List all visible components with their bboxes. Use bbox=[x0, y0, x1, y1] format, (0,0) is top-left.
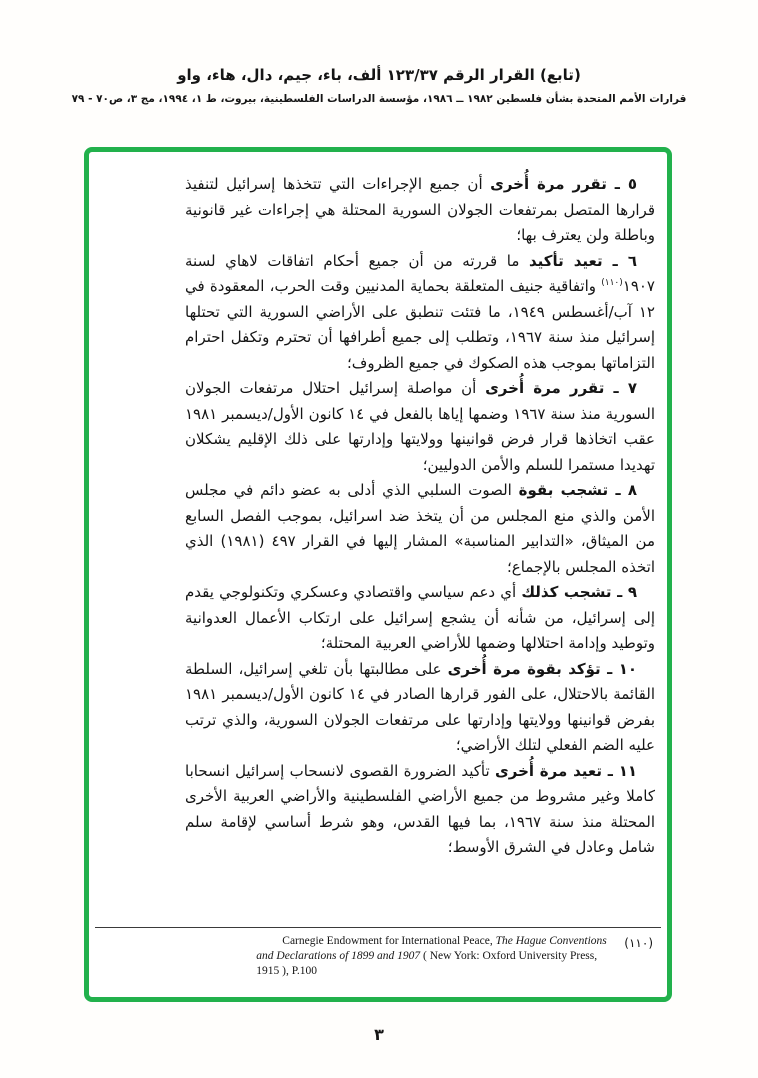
resolution-text bbox=[89, 152, 667, 861]
footnote-number: (١١٠) bbox=[624, 936, 653, 950]
paragraph-8 bbox=[185, 478, 655, 580]
paragraph-7 bbox=[185, 376, 655, 478]
paragraph-7-lead: ٧ ـ تقرر مرة أُخرى bbox=[485, 379, 637, 397]
paragraph-11 bbox=[185, 759, 655, 861]
paragraph-10 bbox=[185, 657, 655, 759]
paragraph-11-lead: ١١ ـ تعيد مرة أُخرى bbox=[494, 761, 637, 780]
paragraph-6-lead: ٦ ـ تعيد تأكيد bbox=[528, 251, 637, 270]
footnote-marker-110: (١١٠) bbox=[601, 278, 623, 288]
footnote-citation-pre: Carnegie Endowment for International Peace, bbox=[282, 935, 496, 947]
paragraph-11-body: تأكيد الضرورة القصوى لانسحاب إسرائيل انسحابا كاملا وغير مشروط من جميع الأراضي الفلسطينية والأراضي العربية الأخرى المحتلة منذ سنة ١٩٦٧، بما فيها القدس، وهو شرط أساسي لإقامة سلم شامل وعادل في الشرق الأوسط؛ bbox=[185, 761, 655, 856]
source-citation: قرارات الأمم المتحدة بشأن فلسطين ١٩٨٢ ــ ١٩٨٦، مؤسسة الدراسات الفلسطينية، بيروت، ط ١، ١٩٩٤، مج ٣، ص٧٠ - ٧٩ bbox=[71, 93, 687, 105]
footnote-citation-title: The Hague Conventions and Declarations of 1899 and 1907 bbox=[256, 935, 607, 962]
page-number: ٣ bbox=[374, 1025, 384, 1044]
footnote-section bbox=[95, 927, 661, 979]
paragraph-9 bbox=[185, 580, 655, 657]
paragraph-10-lead: ١٠ ـ تؤكد بقوة مرة أُخرى bbox=[447, 659, 637, 678]
paragraph-7-body: أن مواصلة إسرائيل احتلال مرتفعات الجولان السورية منذ سنة ١٩٦٧ وضمها إياها بالفعل في ١٤ كانون الأول/ديسمبر ١٩٨١ عقب اتخاذها قرار فرض قوانينها وولايتها وإدارتها على ذلك الإقليم يشكلان تهديدا مستمرا للسلم والأمن الدوليين؛ bbox=[185, 379, 655, 474]
footnote-citation-post: ( New York: Oxford University Press, 1915 ), P.100 bbox=[256, 950, 598, 977]
footnote-citation bbox=[256, 934, 608, 979]
paragraph-6-body-a: ما قررته من أن جميع أحكام اتفاقات لاهاي لسنة ١٩٠٧ bbox=[185, 251, 655, 295]
paragraph-9-lead: ٩ ـ تشجب كذلك bbox=[521, 583, 637, 601]
paragraph-5 bbox=[185, 172, 655, 249]
paragraph-6 bbox=[185, 249, 655, 377]
document-frame bbox=[84, 147, 672, 1002]
paragraph-5-lead: ٥ ـ تقرر مرة أُخرى bbox=[490, 175, 637, 193]
paragraph-5-body: أن جميع الإجراءات التي تتخذها إسرائيل لتنفيذ قرارها المتصل بمرتفعات الجولان السورية المحتلة هي إجراءات غير قانونية وباطلة ولن يعترف بها؛ bbox=[185, 175, 655, 244]
page-header bbox=[0, 0, 758, 105]
footnote-row bbox=[95, 934, 661, 979]
paragraph-8-lead: ٨ ـ تشجب بقوة bbox=[518, 481, 637, 499]
resolution-title: (تابع) القرار الرقم ١٢٣/٣٧ ألف، باء، جيم، دال، هاء، واو bbox=[177, 66, 581, 84]
paragraph-9-body: أي دعم سياسي واقتصادي وعسكري وتكنولوجي يقدم إلى إسرائيل، من شأنه أن يشجع إسرائيل على ارتكاب الأعمال العدوانية وتوطيد وإدامة احتلالها وضمها للأراضي العربية المحتلة؛ bbox=[185, 583, 655, 652]
paragraph-6-body-b: واتفاقية جنيف المتعلقة بحماية المدنيين وقت الحرب، المعقودة في ١٢ آب/أغسطس ١٩٤٩، ما فتئت تنطبق على الأراضي السورية التي تحتلها إسرائيل منذ سنة ١٩٦٧، وتطلب إلى جميع أطرافها أن تحترم وتكفل احترام التزاماتها بموجب هذه الصكوك في جميع الظروف؛ bbox=[185, 277, 656, 372]
paragraph-8-body: الصوت السلبي الذي أدلى به عضو دائم في مجلس الأمن والذي منع المجلس من أن يتخذ ضد اسرائيل، بموجب الفصل السابع من الميثاق، «التدابير المناسبة» المشار إليها في القرار ٤٩٧ (١٩٨١) الذي اتخذه المجلس بالإجماع؛ bbox=[185, 481, 655, 576]
paragraph-10-body: على مطالبتها بأن تلغي إسرائيل، السلطة القائمة بالاحتلال، على الفور قرارها الصادر في ١٤ كانون الأول/ديسمبر ١٩٨١ بفرض قوانينها وولايتها وإدارتها على مرتفعات الجولان السورية، والذي ترتب عليه الضم الفعلي لتلك الأراضي؛ bbox=[185, 659, 656, 754]
